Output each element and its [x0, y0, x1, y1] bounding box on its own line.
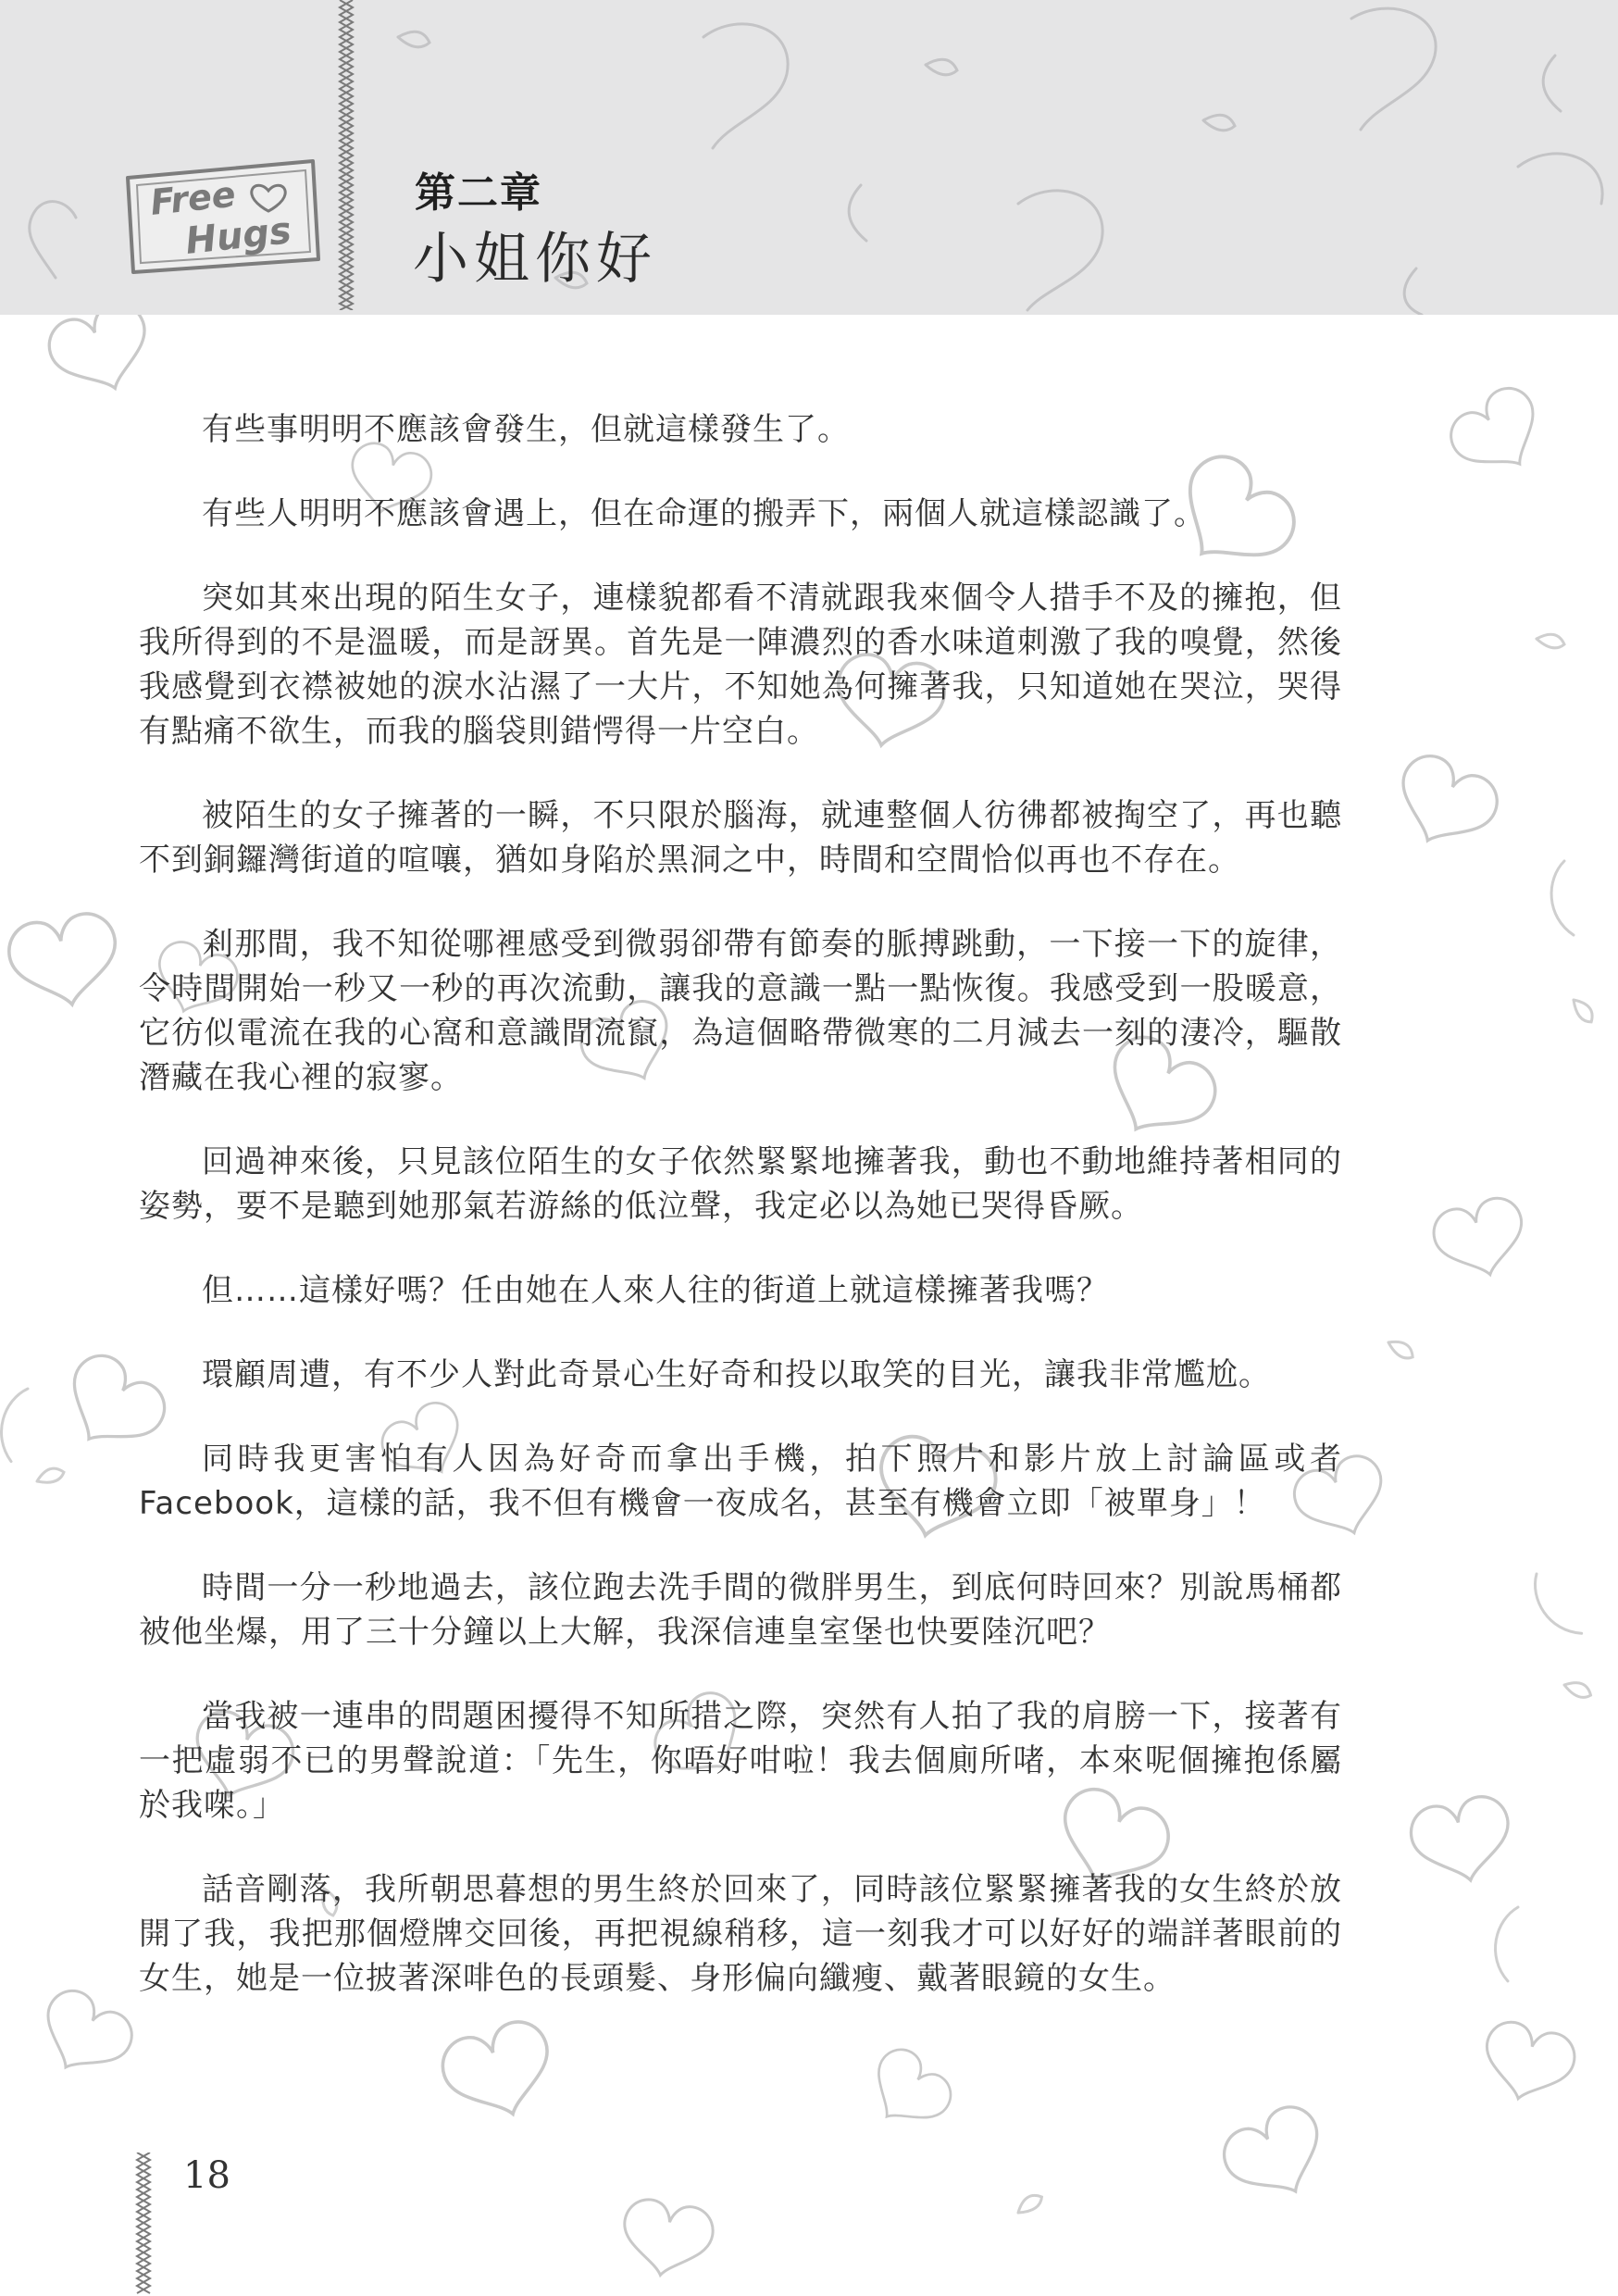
- zigzag-divider-top: [336, 0, 356, 310]
- chapter-title: 小姐你好: [413, 227, 657, 292]
- logo-word-hugs: Hugs: [183, 209, 293, 263]
- chapter-body: [139, 407, 1342, 2040]
- paragraph: 剎那間，我不知從哪裡感受到微弱卻帶有節奏的脈搏跳動，一下接一下的旋律，令時間開始一秒又一秒的再次流動，讓我的意識一點一點恢復。我感受到一股暖意，它彷似電流在我的心窩和意識間流竄，為這個略帶微寒的二月減去一刻的淒冷，驅散潛藏在我心裡的寂寥。: [139, 926, 1342, 1096]
- zigzag-divider-bottom: [133, 2152, 154, 2296]
- paragraph: 話音剛落，我所朝思暮想的男生終於回來了，同時該位緊緊擁著我的女生終於放開了我，我把那個燈牌交回後，再把視線稍移，這一刻我才可以好好的端詳著眼前的女生，她是一位披著深啡色的長頭髮、身形偏向纖瘦、戴著眼鏡的女生。: [139, 1871, 1342, 1997]
- page-number: 18: [183, 2154, 230, 2197]
- paragraph: 時間一分一秒地過去，該位跑去洗手間的微胖男生，到底何時回來？別說馬桶都被他坐爆，用了三十分鐘以上大解，我深信連皇室堡也快要陸沉吧？: [139, 1569, 1342, 1651]
- paragraph: 有些人明明不應該會遇上，但在命運的搬弄下，兩個人就這樣認識了。: [202, 495, 1206, 532]
- paragraph: 突如其來出現的陌生女子，連樣貌都看不清就跟我來個令人措手不及的擁抱，但我所得到的不是溫暖，而是訝異。首先是一陣濃烈的香水味道刺激了我的嗅覺，然後我感覺到衣襟被她的淚水沾濕了一大片，不知她為何擁著我，只知道她在哭泣，哭得有點痛不欲生，而我的腦袋則錯愕得一片空白。: [139, 580, 1342, 750]
- paragraph: 有些事明明不應該會發生，但就這樣發生了。: [202, 411, 850, 448]
- chapter-number: 第二章: [415, 169, 542, 217]
- paragraph: 回過神來後，只見該位陌生的女子依然緊緊地擁著我，動也不動地維持著相同的姿勢，要不是聽到她那氣若游絲的低泣聲，我定必以為她已哭得昏厥。: [139, 1143, 1342, 1225]
- free-hugs-logo: [120, 157, 324, 278]
- paragraph: 被陌生的女子擁著的一瞬，不只限於腦海，就連整個人彷彿都被掏空了，再也聽不到銅鑼灣街道的喧嚷，猶如身陷於黑洞之中，時間和空間恰似再也不存在。: [139, 797, 1342, 879]
- logo-word-free: Free: [148, 173, 238, 223]
- paragraph: 但……這樣好嗎？任由她在人來人往的街道上就這樣擁著我嗎？: [202, 1272, 1109, 1309]
- paragraph: 同時我更害怕有人因為好奇而拿出手機，拍下照片和影片放上討論區或者Facebook，這樣的話，我不但有機會一夜成名，甚至有機會立即「被單身」！: [139, 1441, 1342, 1522]
- paragraph: 當我被一連串的問題困擾得不知所措之際，突然有人拍了我的肩膀一下，接著有一把虛弱不已的男聲說道：「先生，你唔好咁啦！我去個廁所啫，本來呢個擁抱係屬於我㗎。」: [139, 1698, 1342, 1824]
- paragraph: 環顧周遭，有不少人對此奇景心生好奇和投以取笑的目光，讓我非常尷尬。: [202, 1356, 1271, 1393]
